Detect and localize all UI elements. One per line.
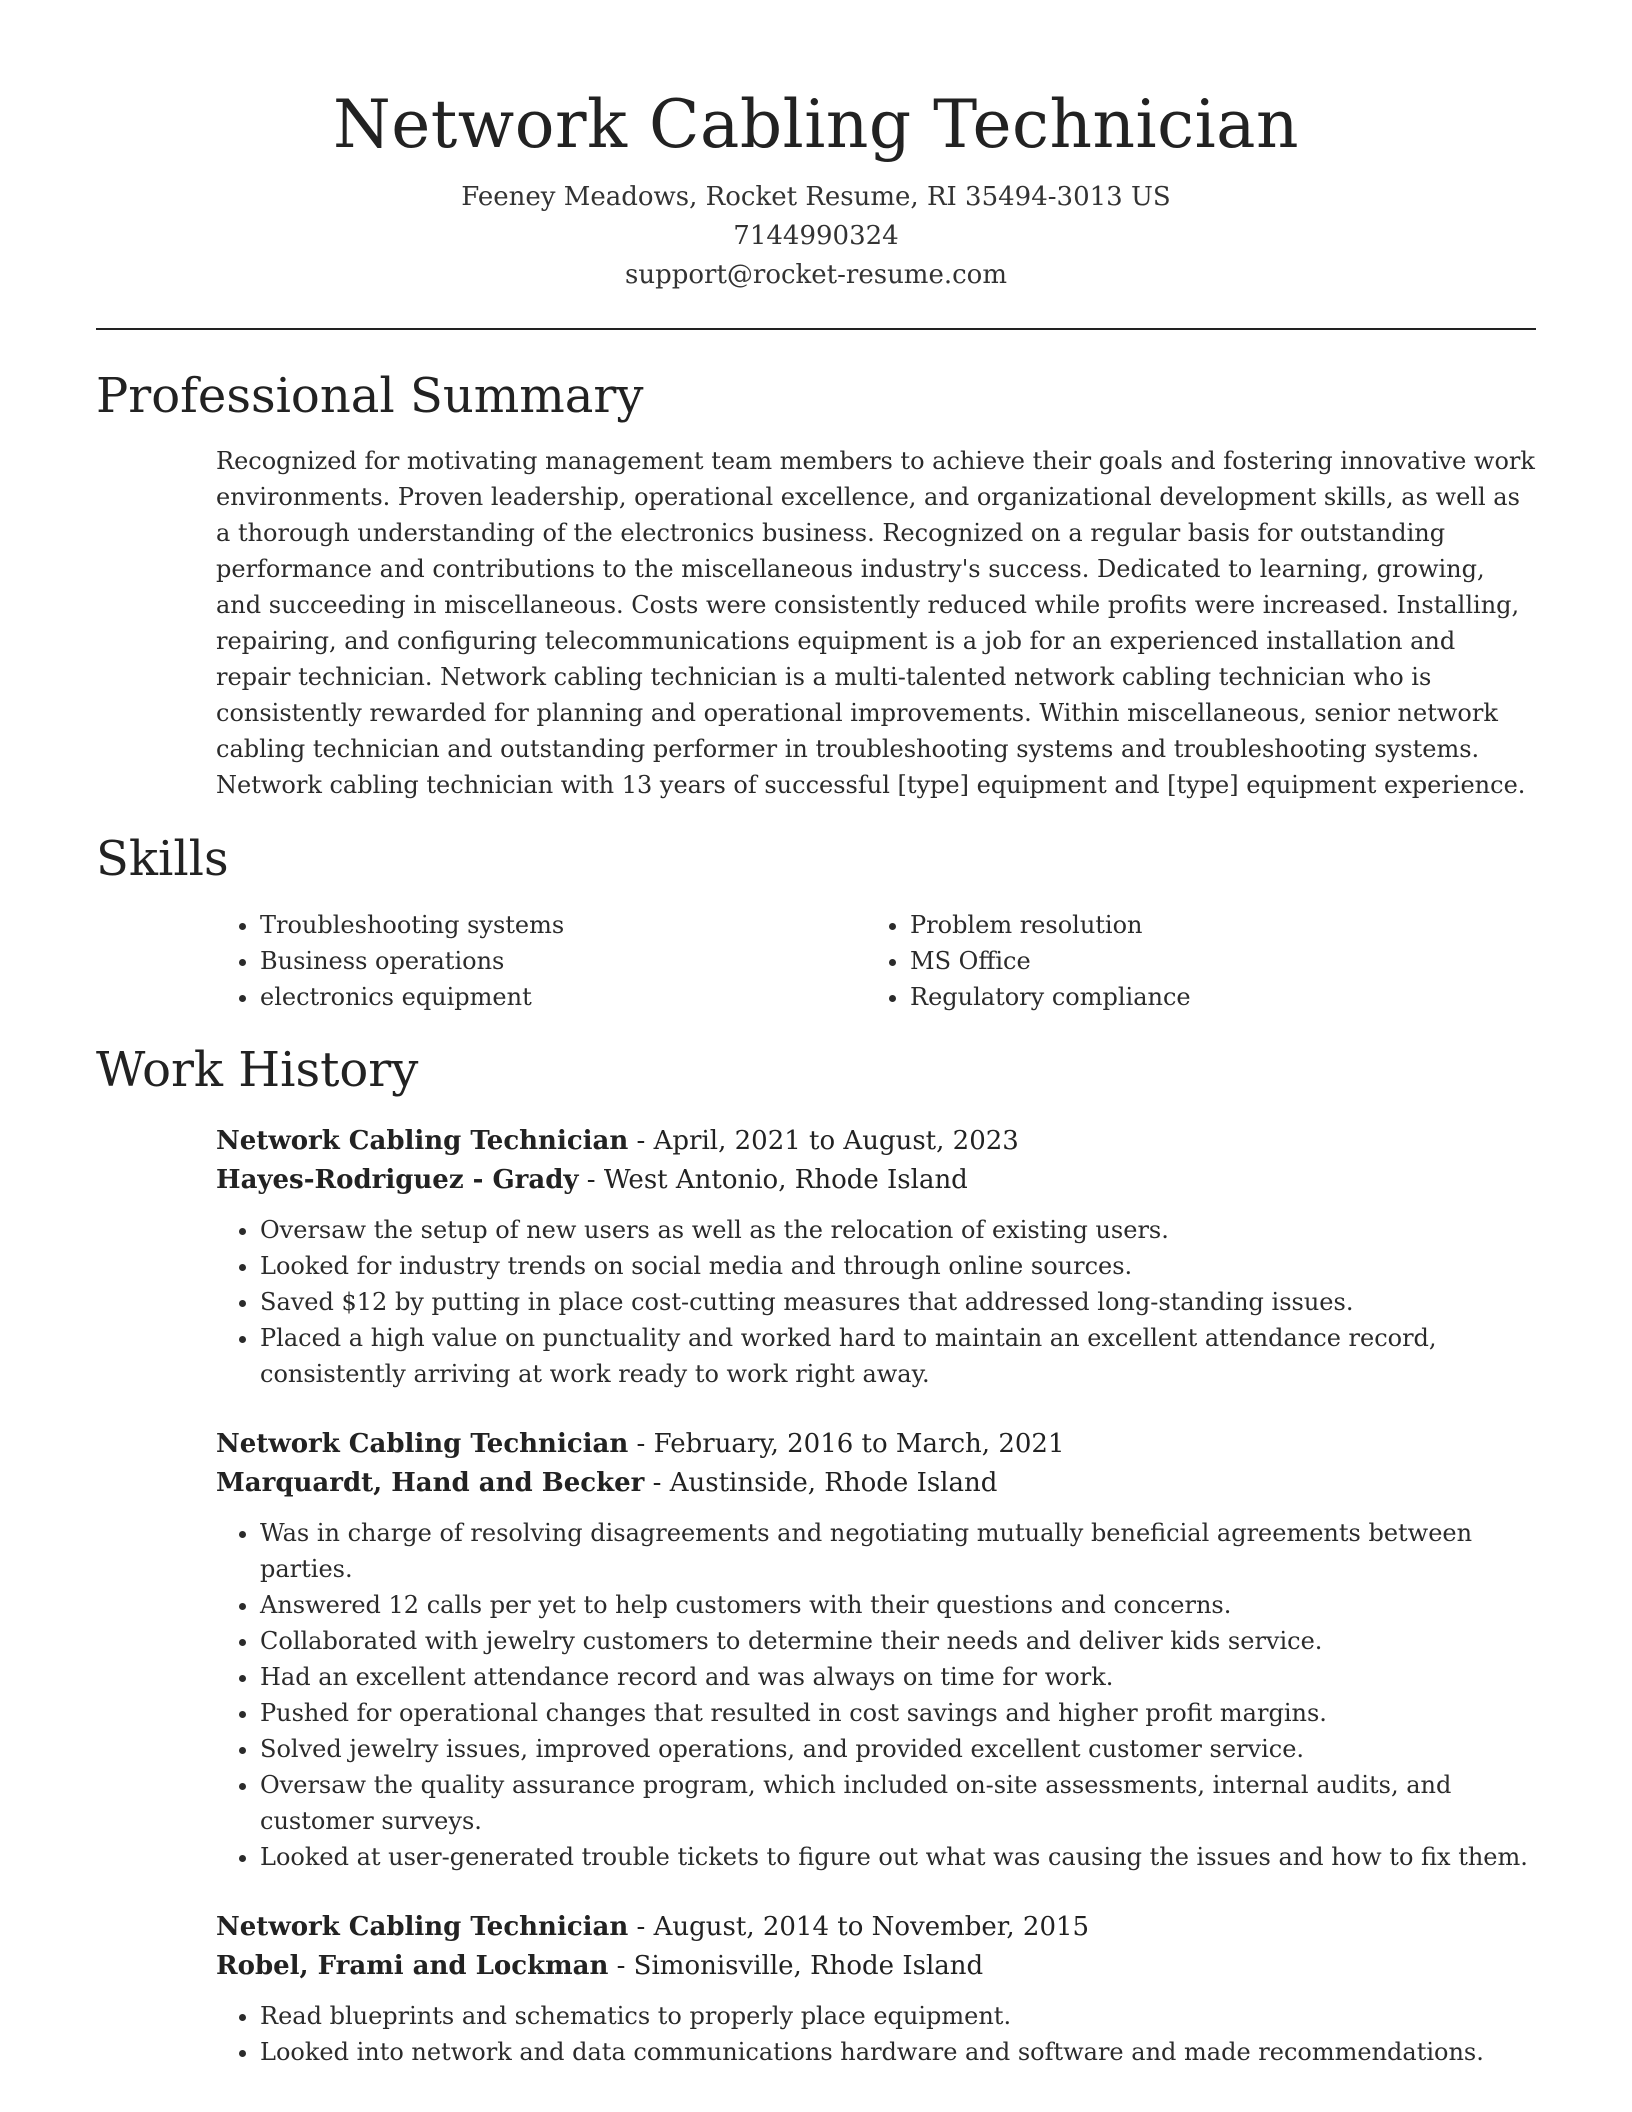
work-history-heading: Work History xyxy=(96,1042,419,1098)
candidate-name: Network Cabling Technician xyxy=(332,86,1300,163)
job-bullet: • Collaborated with jewelry customers to determine their needs and deliver kids service. xyxy=(260,1623,1536,1659)
skill-item: • Business operations xyxy=(260,943,866,979)
email: support@rocket-resume.com xyxy=(624,260,1007,290)
job-bullet: • Pushed for operational changes that resulted in cost savings and higher profit margins. xyxy=(260,1695,1536,1731)
job-bullet: • Looked at user-generated trouble tickets to figure out what was causing the issues and how to fix them. xyxy=(260,1839,1536,1875)
job-bullet: • Answered 12 calls per yet to help customers with their questions and concerns. xyxy=(260,1587,1536,1623)
job-bullet: • Looked into network and data communications hardware and software and made recommendations. xyxy=(260,2034,1536,2070)
job-dates: - August, 2014 to November, 2015 xyxy=(628,1912,1090,1942)
resume-header xyxy=(96,0,1536,295)
skills-column-1 xyxy=(216,907,866,1015)
phone: 7144990324 xyxy=(733,221,899,251)
job-dates: - February, 2016 to March, 2021 xyxy=(628,1429,1065,1459)
job-bullets xyxy=(216,1212,1536,1392)
job-company: Hayes-Rodriguez - Grady xyxy=(216,1165,579,1195)
job-bullet: • Oversaw the setup of new users as well as the relocation of existing users. xyxy=(260,1212,1536,1248)
job-title-line xyxy=(216,1425,1536,1464)
job-bullet: • Was in charge of resolving disagreements and negotiating mutually beneficial agreements between parties. xyxy=(260,1515,1536,1587)
job-dates: - April, 2021 to August, 2023 xyxy=(628,1126,1019,1156)
job-bullet: • Read blueprints and schematics to properly place equipment. xyxy=(260,1998,1536,2034)
skills-heading: Skills xyxy=(96,831,229,887)
job-company: Marquardt, Hand and Becker xyxy=(216,1468,645,1498)
job-role: Network Cabling Technician xyxy=(216,1126,629,1156)
job-bullets xyxy=(216,1998,1536,2070)
job-entry xyxy=(216,1908,1536,2070)
summary-text: Recognized for motivating management team members to achieve their goals and fostering innovative work environments. Proven leadership, operational excellence, and organizational development skills, as well as a thorough understanding of the electronics business. Recognized on a regular basis for outstanding performance and contributions to the miscellaneous industry's success. Dedicated to learning, growing, and succeeding in miscellaneous. Costs were consistently reduced while profits were increased. Installing, repairing, and configuring telecommunications equipment is a job for an experienced installation and repair technician. Network cabling technician is a multi-talented network cabling technician who is consistently rewarded for planning and operational improvements. Within miscellaneous, senior network cabling technician and outstanding performer in troubleshooting systems and troubleshooting systems. Network cabling technician with 13 years of successful [type] equipment and [type] equipment experience. xyxy=(216,447,1535,799)
skills-list xyxy=(216,907,1536,1015)
job-company-line xyxy=(216,1464,1536,1503)
job-bullet: • Saved $12 by putting in place cost-cutting measures that addressed long-standing issues. xyxy=(260,1284,1536,1320)
job-bullet: • Looked for industry trends on social media and through online sources. xyxy=(260,1248,1536,1284)
job-title-line xyxy=(216,1908,1536,1947)
job-bullet: • Oversaw the quality assurance program, which included on-site assessments, internal audits, and customer surveys. xyxy=(260,1767,1536,1839)
job-company-line xyxy=(216,1947,1536,1986)
summary-heading: Professional Summary xyxy=(96,368,644,424)
skill-item: • Regulatory compliance xyxy=(910,979,1510,1015)
job-role: Network Cabling Technician xyxy=(216,1912,629,1942)
job-company: Robel, Frami and Lockman xyxy=(216,1951,609,1981)
resume-page xyxy=(96,0,1536,2070)
job-bullet: • Solved jewelry issues, improved operations, and provided excellent customer service. xyxy=(260,1731,1536,1767)
job-bullets xyxy=(216,1515,1536,1875)
job-location: - Austinside, Rhode Island xyxy=(644,1468,998,1498)
skill-item: • Problem resolution xyxy=(910,907,1510,943)
job-title-line xyxy=(216,1122,1536,1161)
skill-item: • electronics equipment xyxy=(260,979,866,1015)
address: Feeney Meadows, Rocket Resume, RI 35494-3013 US xyxy=(461,182,1171,212)
job-bullet: • Placed a high value on punctuality and worked hard to maintain an excellent attendance record, consistently arriving at work ready to work right away. xyxy=(260,1320,1536,1392)
job-role: Network Cabling Technician xyxy=(216,1429,629,1459)
skills-column-2 xyxy=(866,907,1510,1015)
skill-item: • MS Office xyxy=(910,943,1510,979)
skill-item: • Troubleshooting systems xyxy=(260,907,866,943)
job-entry xyxy=(216,1425,1536,1875)
contact-block xyxy=(96,178,1536,295)
job-location: - West Antonio, Rhode Island xyxy=(578,1165,968,1195)
job-bullet: • Had an excellent attendance record and was always on time for work. xyxy=(260,1659,1536,1695)
job-location: - Simonisville, Rhode Island xyxy=(608,1951,984,1981)
job-entry xyxy=(216,1122,1536,1392)
job-company-line xyxy=(216,1161,1536,1200)
header-divider xyxy=(96,328,1536,330)
